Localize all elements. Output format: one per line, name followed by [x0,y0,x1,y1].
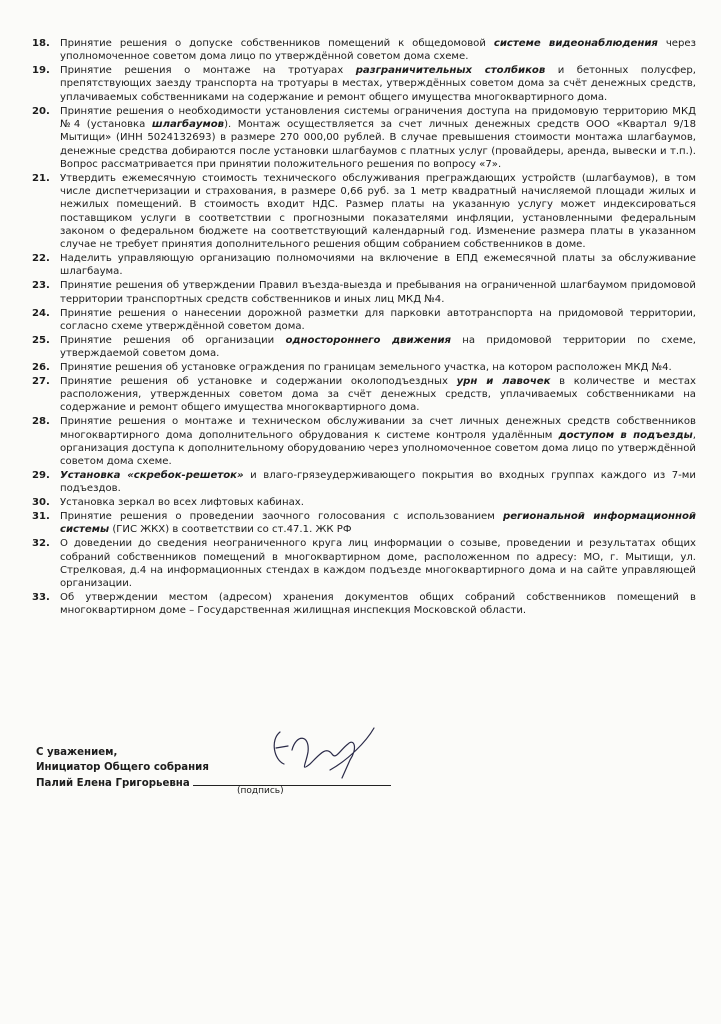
agenda-item-number: 25. [32,334,50,346]
agenda-item [32,172,696,252]
agenda-item [32,361,696,374]
agenda-item [32,279,696,306]
agenda-item-number: 27. [32,375,50,387]
agenda-item-text [60,37,696,64]
agenda-item-number: 28. [32,416,50,428]
agenda-item-text-part: Принятие решения о необходимости установления системы ограничения доступа на придомовую территорию МКД №4 (установка [60,105,696,130]
agenda-item-emphasis: разграничительных столбиков [355,65,546,77]
agenda-item-number: 32. [32,538,50,550]
agenda-item-text [60,591,696,618]
agenda-item-number: 18. [32,38,50,49]
agenda-item-number: 30. [32,497,50,509]
agenda-item-number: 26. [32,361,50,373]
agenda-item-text-part: Принятие решения о допуске собственников помещений к общедомовой [60,38,494,49]
agenda-item-number: 23. [32,280,50,292]
agenda-item-text-part: Принятие решения об организации [60,334,286,346]
agenda-item [32,537,696,590]
agenda-item-text-part: Принятие решения об установке и содержании околоподъездных [60,375,457,387]
agenda-item-text [60,279,696,306]
agenda-item-text-part: Принятие решения о монтаже и техническом обслуживании за счет личных денежных средств собственников многоквартирного дома дополнительного обрудования к системе контроля удалённым [60,416,696,441]
agenda-item-text [60,469,696,496]
agenda-item-text [60,496,696,509]
agenda-item-emphasis: системе видеонаблюдения [493,38,658,49]
agenda-item-text [60,252,696,279]
agenda-item-text-part: через уполномоченное советом дома лицо по утверждённой советом дома схеме. [60,38,697,63]
agenda-item-text-part: Принятие решения о нанесении дорожной разметки для парковки автотранспорта на придомовой территории, согласно схеме утверждённой советом дома. [60,307,696,332]
agenda-list [32,37,696,618]
agenda-item [32,105,696,171]
agenda-item-text-part: и влаго-грязеудерживающего покрытия во входных группах каждого из 7-ми подъездов. [60,470,696,495]
agenda-item-emphasis: Установка «скребок-решеток» [60,470,244,482]
agenda-item-text-part: на придомовой территории по схеме, утверждаемой советом дома. [60,334,696,359]
agenda-item-text [60,64,696,104]
agenda-item-number: 24. [32,307,50,319]
closing-name: Палий Елена Григорьевна [36,778,190,789]
agenda-item [32,591,696,618]
agenda-item-number: 21. [32,172,50,184]
agenda-item [32,510,696,537]
agenda-item [32,334,696,361]
agenda-item-text-part: Наделить управляющую организацию полномочиями на включение в ЕПД ежемесячной платы за обслуживание шлагбаума. [60,253,696,278]
agenda-item-text-part: Принятие решения о проведении заочного голосования с использованием [60,511,503,523]
agenda-item [32,307,696,334]
agenda-item [32,37,696,64]
agenda-item-number: 31. [32,511,50,523]
agenda-item-text-part: О доведении до сведения неограниченного круга лиц информации о созыве, проведении и результатах общих собраний собственников помещений в многоквартирном доме, расположенном по адресу: МО, г. Мытищи, ул. Стрелковая, д.4 на информационных стендах в каждом подъезде многоквартирного дома и на сайте управляющей организации. [60,538,696,590]
agenda-item-text-part: , организация доступа к дополнительному оборудованию через уполномоченное советом дома лицо по утверждённой советом дома схеме. [60,429,696,468]
agenda-item-number: 19. [32,65,50,77]
agenda-item-text-part: ). Монтаж осуществляется за счет личных денежных средств ООО «Квартал 9/18 Мытищи» (ИНН 5024132693) в размере 270 000,00 рублей. В случае превышения стоимости монтажа шлагбаумов, денежные средства добираются после установки шлагбаумов с платных услуг (провайдеры, аренда, вывески и т.п.). Вопрос рассматривается при принятии положительного решения по вопросу «7». [60,118,696,170]
agenda-item-text [60,172,696,252]
agenda-item-text [60,537,696,590]
agenda-item-emphasis: одностороннего движения [285,334,452,346]
agenda-item-text-part: и бетонных полусфер, препятствующих заезду транспорта на тротуары в местах, утверждённых советом дома за счёт денежных средств, уплачиваемых собственниками на содержание и ремонт общего имущества многоквартирного дома. [60,65,697,103]
agenda-item [32,252,696,279]
agenda-item-number: 20. [32,105,50,117]
agenda-item-number: 33. [32,592,50,604]
agenda-item-text-part: в количестве и местах расположения, утвержденных советом дома за счёт денежных средств, уплачиваемых собственниками на содержание и ремонт общего имущества многоквартирного дома. [60,375,696,414]
agenda-item-emphasis: шлагбаумов [151,118,225,130]
agenda-item-text [60,307,696,334]
agenda-item-text [60,334,696,361]
agenda-item-text-part: Принятие решения об утверждении Правил въезда-выезда и пребывания на ограниченной шлагбаумом придомовой территории транспортных средств собственников и иных лиц МКД №4. [60,280,696,305]
agenda-item-number: 29. [32,470,50,482]
agenda-item-emphasis: доступом в подъезды [558,429,693,441]
agenda-item-text-part: Об утверждении местом (адресом) хранения документов общих собраний собственников помещений в многоквартирном доме – Государственная жилищная инспекция Московской области. [60,592,696,617]
agenda-item-text-part: (ГИС ЖКХ) в соответствии со ст.47.1. ЖК РФ [109,524,352,536]
agenda-item [32,415,696,468]
signature-caption: (подпись) [237,786,284,796]
agenda-item-text-part: Утвердить ежемесячную стоимость технического обслуживания преграждающих устройств (шлагбаумов), в том числе диспетчеризации и страхования, в размере 0,66 руб. за 1 метр квадратный начисляемой площади жилых и нежилых помещений. В стоимость входит НДС. Размер платы на указанную услугу может индексироваться поставщиком услуги в соответствии с прогнозными показателями инфляции, установленными федеральным законом о федеральном бюджете на соответствующий календарный год. Изменение размера платы в указанном случае не требует принятия дополнительного решения общим собранием собственников в доме. [60,172,696,251]
agenda-item-text-part: Принятие решения об установке ограждения по границам земельного участка, на котором расположен МКД №4. [60,361,672,373]
agenda-item-text [60,375,696,415]
agenda-item-text [60,510,696,537]
closing-greeting: С уважением, [36,747,118,758]
agenda-item [32,469,696,496]
closing-role: Инициатор Общего собрания [36,762,209,773]
agenda-item-text-part: Установка зеркал во всех лифтовых кабинах. [60,497,304,509]
agenda-item-emphasis: урн и лавочек [456,375,551,387]
agenda-item [32,64,696,104]
agenda-item-text [60,105,696,171]
agenda-item-text [60,415,696,468]
agenda-item-text [60,361,696,374]
agenda-item [32,496,696,509]
agenda-item-number: 22. [32,253,50,265]
agenda-item [32,375,696,415]
agenda-item-text-part: Принятие решения о монтаже на тротуарах [60,65,356,77]
agenda-item-emphasis: региональной информационной системы [60,511,697,536]
handwritten-signature [270,720,380,790]
